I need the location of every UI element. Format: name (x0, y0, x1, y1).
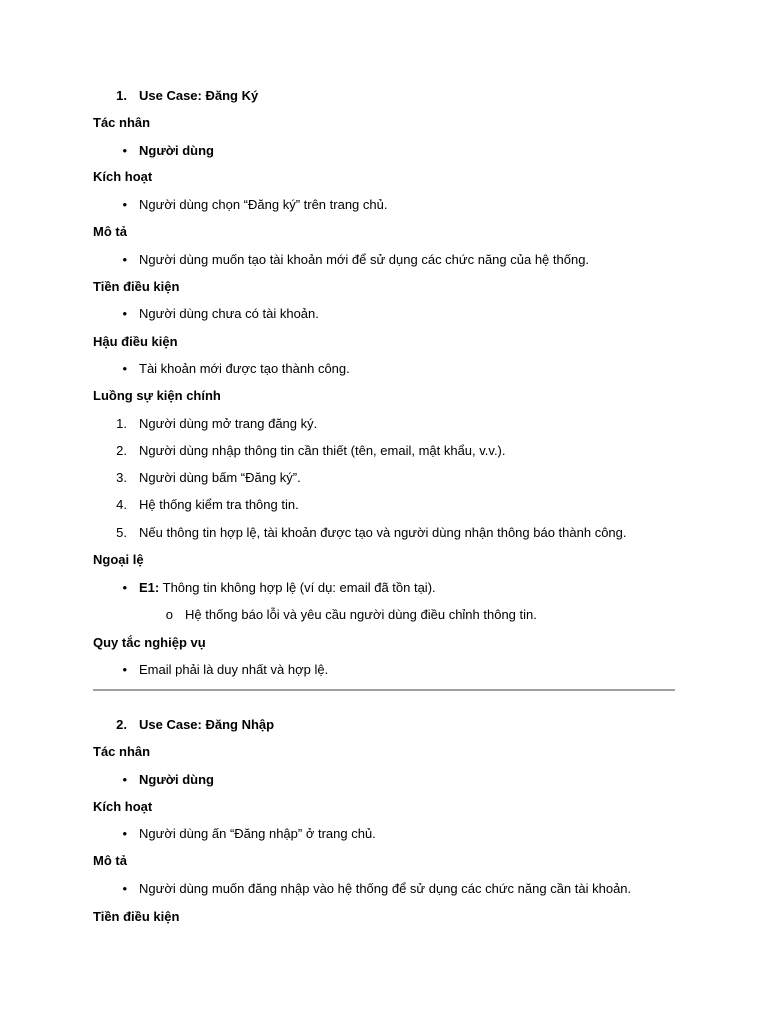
bullet-icon: • (122, 772, 127, 787)
exception-label: E1: (139, 580, 160, 595)
bullet-icon: • (122, 143, 127, 158)
trigger-value: Người dùng chọn “Đăng ký” trên trang chủ. (139, 197, 388, 212)
exception-text: Thông tin không hợp lệ (ví dụ: email đã tồn tại). (162, 580, 436, 595)
bullet-icon: • (122, 826, 127, 841)
bullet-icon: • (122, 662, 127, 677)
section-2-number: 2. (116, 717, 127, 732)
bullet-icon: • (122, 197, 127, 212)
rule-value: Email phải là duy nhất và hợp lệ. (139, 662, 329, 677)
section-1-number: 1. (116, 88, 127, 103)
precondition-value: Người dùng chưa có tài khoản. (139, 306, 319, 321)
bullet-icon: • (122, 881, 127, 896)
bullet-icon: • (122, 580, 127, 595)
section-1-title: Use Case: Đăng Ký (139, 88, 259, 103)
bullet-icon: • (122, 361, 127, 376)
exception-sub-text: Hệ thống báo lỗi và yêu cầu người dùng điều chỉnh thông tin. (185, 607, 537, 622)
document-page: 1. Use Case: Đăng Ký Tác nhân • Người dùng Kích hoạt • Người dùng chọn “Đăng ký” trên trang chủ. Mô tả • Người dùng muốn tạo tài khoản mới để sử dụng các chức năng của hệ thống. Tiền điều kiện • Người dùng chưa có tài khoản. Hậu điều kiện • Tài khoản mới được tạo thành công. Luồng sự kiện chính 1. Người dùng mở trang đăng ký. 2. Người dùng nhập thông tin cần thiết (tên, email, mật khẩu, v.v.). 3. Người dùng bấm “Đăng ký”. 4. Hệ thống kiểm tra thông tin. 5. Nếu thông tin hợp lệ, tài khoản được tạo và người dùng nhận thông báo thành công. Ngoại lệ • E1: Thông tin không hợp lệ (ví dụ: email đã tồn tại). o Hệ thống báo lỗi và yêu cầu người dùng điều chỉnh thông tin. Quy tắc nghiệp vụ • Email phải là duy nhất và hợp lệ. 2. Use Case: Đăng Nhập Tác nhân • Người dùng Kích hoạt • Người dùng ấn “Đăng nhập” ở trang chủ. Mô tả • Người dùng muốn đăng nhập vào hệ thống để sử dụng các chức năng cần tài khoản. Tiền điều kiện (0, 0, 768, 1024)
sub-bullet-icon: o (165, 607, 173, 622)
bullet-icon: • (122, 252, 127, 267)
actor-value: Người dùng (139, 143, 214, 158)
description-value: Người dùng muốn đăng nhập vào hệ thống để sử dụng các chức năng cần tài khoản. (139, 881, 632, 896)
bullet-icon: • (122, 306, 127, 321)
trigger-value: Người dùng ấn “Đăng nhập” ở trang chủ. (139, 826, 376, 841)
section-divider (93, 689, 675, 691)
description-value: Người dùng muốn tạo tài khoản mới để sử dụng các chức năng của hệ thống. (139, 252, 590, 267)
actor-value: Người dùng (139, 772, 214, 787)
postcondition-value: Tài khoản mới được tạo thành công. (139, 361, 350, 376)
section-2-title: Use Case: Đăng Nhập (139, 717, 275, 732)
